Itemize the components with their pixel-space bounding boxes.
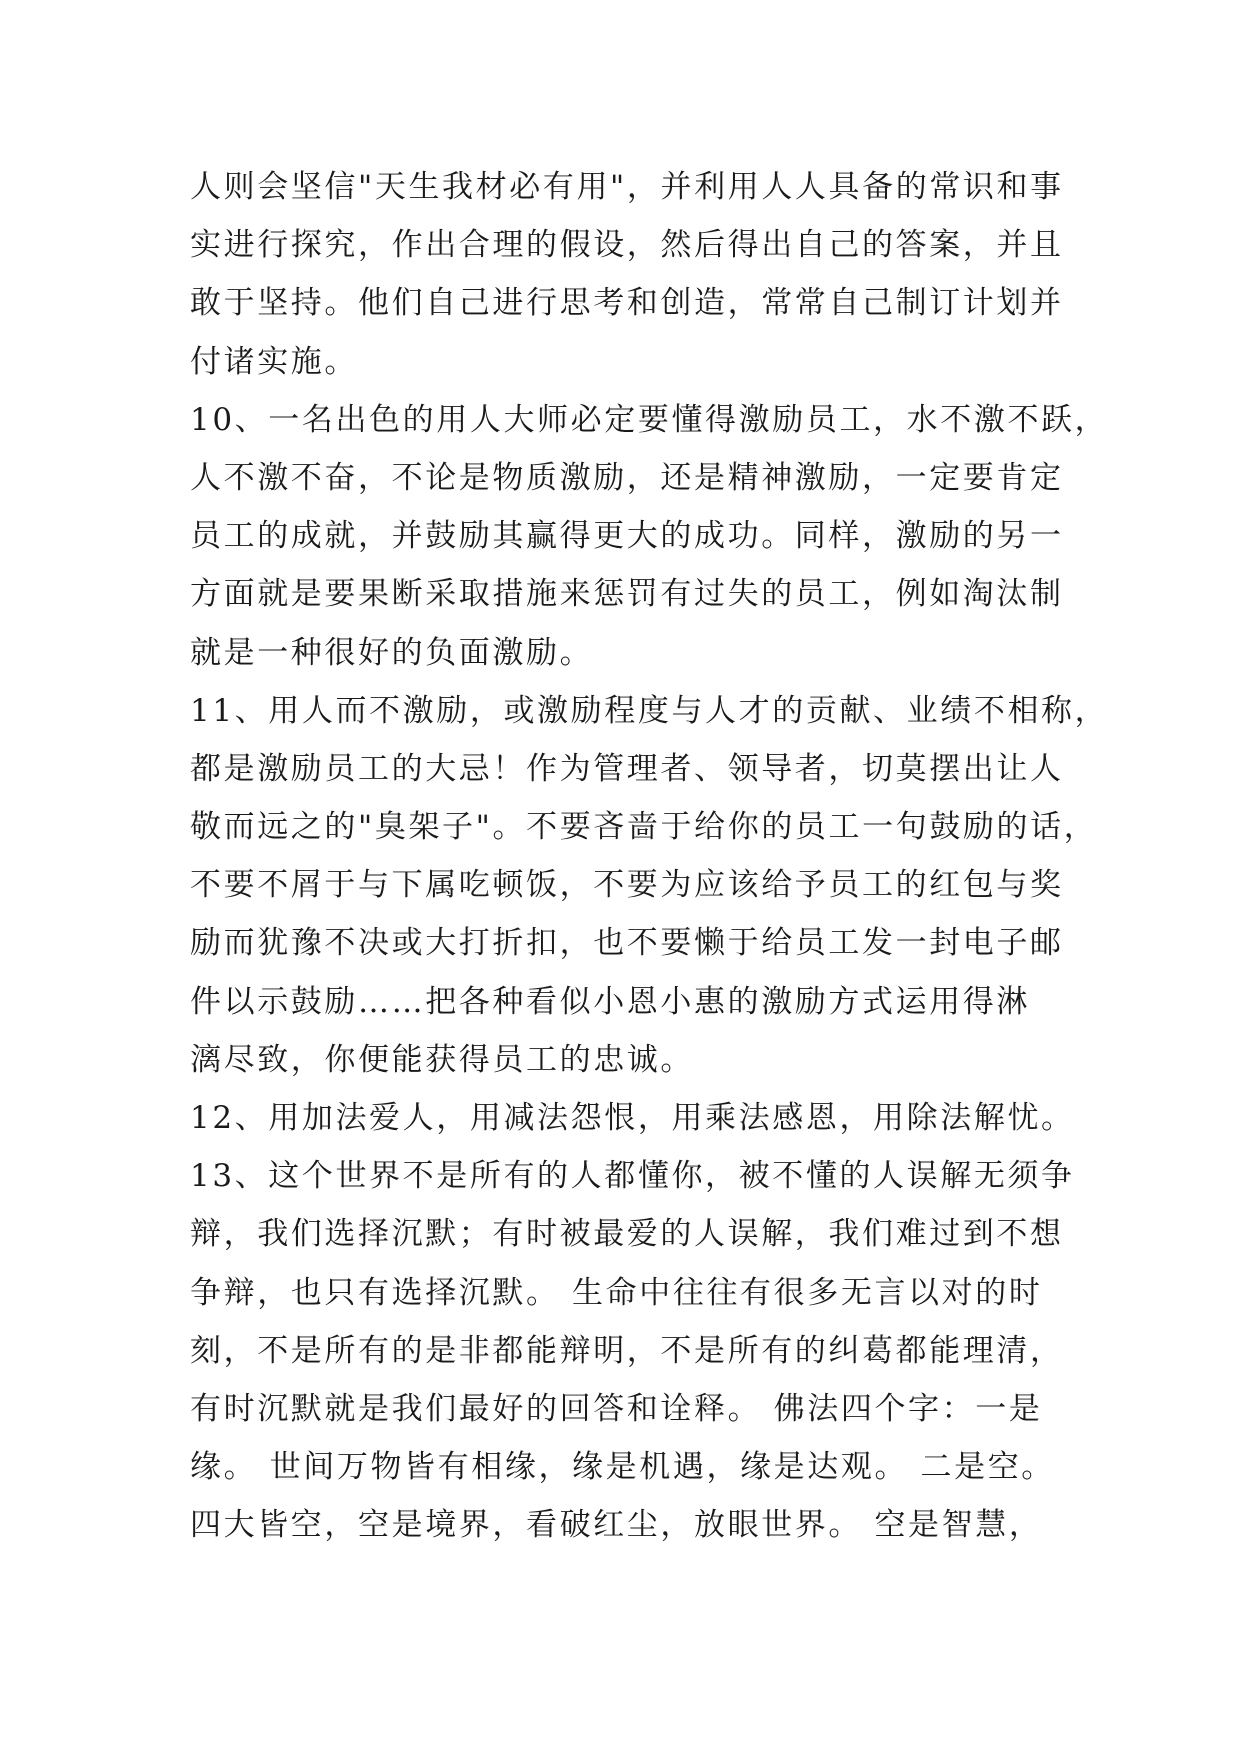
text-line: 四大皆空，空是境界，看破红尘，放眼世界。 空是智慧，	[190, 1507, 1043, 1544]
text-line: 11、用人而不激励，或激励程度与人才的贡献、业绩不相称，	[190, 692, 1109, 729]
text-line: 人则会坚信"天生我材必有用"，并利用人人具备的常识和事	[190, 169, 1064, 205]
text-line: 缘。 世间万物皆有相缘，缘是机遇，缘是达观。 二是空。	[190, 1449, 1055, 1486]
text-line: 励而犹豫不决或大打折扣，也不要懒于给员工发一封电子邮	[190, 925, 1064, 962]
text-line: 争辩，也只有选择沉默。 生命中往往有很多无言以对的时	[190, 1274, 1043, 1311]
text-line: 辩，我们选择沉默；有时被最爱的人误解，我们难过到不想	[190, 1216, 1064, 1253]
text-line: 漓尽致，你便能获得员工的忠诚。	[190, 1041, 694, 1078]
text-line: 12、用加法爱人，用减法怨恨，用乘法感恩，用除法解忧。	[190, 1100, 1075, 1136]
text-line: 敢于坚持。他们自己进行思考和创造，常常自己制订计划并	[190, 285, 1064, 322]
text-line: 方面就是要果断采取措施来惩罚有过失的员工，例如淘汰制	[190, 576, 1064, 613]
text-line: 13、这个世界不是所有的人都懂你，被不懂的人误解无须争	[190, 1158, 1075, 1195]
text-line: 员工的成就，并鼓励其赢得更大的成功。同样，激励的另一	[190, 518, 1064, 555]
text-line: 都是激励员工的大忌！作为管理者、领导者，切莫摆出让人	[190, 750, 1064, 787]
text-line: 人不激不奋，不论是物质激励，还是精神激励，一定要肯定	[190, 459, 1064, 496]
text-line: 有时沉默就是我们最好的回答和诠释。 佛法四个字：一是	[190, 1390, 1043, 1427]
text-line: 10、一名出色的用人大师必定要懂得激励员工，水不激不跃，	[190, 401, 1109, 438]
text-line: 敬而远之的"臭架子"。不要吝啬于给你的员工一句鼓励的话，	[190, 809, 1098, 846]
text-line: 不要不屑于与下属吃顿饭，不要为应该给予员工的红包与奖	[190, 867, 1064, 904]
text-line: 刻，不是所有的是非都能辩明，不是所有的纠葛都能理清，	[190, 1332, 1064, 1369]
text-line: 件以示鼓励……把各种看似小恩小惠的激励方式运用得淋	[190, 983, 1030, 1020]
text-line: 就是一种很好的负面激励。	[190, 634, 594, 671]
text-line: 实进行探究，作出合理的假设，然后得出自己的答案，并且	[190, 227, 1064, 264]
document-body	[190, 158, 1109, 1555]
text-line: 付诸实施。	[190, 343, 358, 380]
